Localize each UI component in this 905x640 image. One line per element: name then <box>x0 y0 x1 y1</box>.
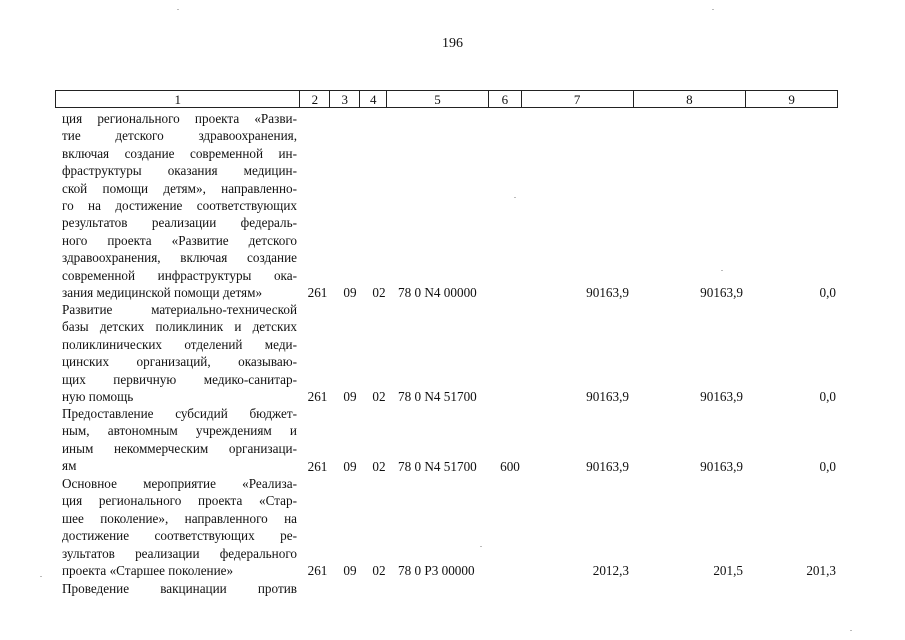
col-8-value: 90163,9 <box>700 389 743 405</box>
col-3-value: 09 <box>343 563 357 579</box>
col-7-value: 90163,9 <box>586 389 629 405</box>
scan-speck <box>850 630 852 631</box>
text-line: тие детского здравоохранения, <box>62 128 297 144</box>
table-row <box>62 301 838 405</box>
row-description <box>62 110 297 301</box>
col-9-value: 201,3 <box>806 563 836 579</box>
col-9-value: 0,0 <box>819 389 836 405</box>
col-4-value: 02 <box>372 458 386 474</box>
col-9-value: 0,0 <box>819 458 836 474</box>
text-line: ным, автономным учреждениям и <box>62 423 297 439</box>
col-5-value: 78 0 N4 51700 <box>398 458 477 474</box>
col-7-value: 90163,9 <box>586 458 629 474</box>
text-line: ской помощи детям», направленно- <box>62 180 297 196</box>
text-line: ям <box>62 458 77 474</box>
text-line: здравоохранения, включая создание <box>62 250 297 266</box>
col-8-value: 90163,9 <box>700 458 743 474</box>
col-7-value: 90163,9 <box>586 285 629 301</box>
header-col-6: 6 <box>489 91 522 107</box>
header-col-1: 1 <box>56 91 300 107</box>
header-col-5: 5 <box>387 91 489 107</box>
scan-speck <box>177 9 179 10</box>
text-line: включая создание современной ин- <box>62 145 297 161</box>
col-2-value: 261 <box>307 389 328 405</box>
scan-speck <box>514 197 516 198</box>
text-line: базы детских поликлиник и детских <box>62 319 297 335</box>
text-line: зультатов реализации федерального <box>62 545 297 561</box>
col-2-value: 261 <box>307 458 328 474</box>
col-4-value: 02 <box>372 285 386 301</box>
header-col-8: 8 <box>634 91 747 107</box>
text-line: результатов реализации федераль- <box>62 215 297 231</box>
col-2-value: 261 <box>307 563 328 579</box>
text-line: цинских организаций, оказываю- <box>62 354 297 370</box>
col-2-value: 261 <box>307 285 328 301</box>
table-row <box>62 110 838 301</box>
header-col-4: 4 <box>360 91 387 107</box>
col-8-value: 90163,9 <box>700 285 743 301</box>
text-line: шее поколение», направленного на <box>62 510 297 526</box>
text-line: щих первичную медико-санитар- <box>62 371 297 387</box>
text-line: ную помощь <box>62 389 134 405</box>
text-line: Основное мероприятие «Реализа- <box>62 476 297 491</box>
col-6-value: 600 <box>500 458 520 474</box>
col-5-value: 78 0 P3 00000 <box>398 563 475 579</box>
page-number: 196 <box>442 36 463 51</box>
col-5-value: 78 0 N4 00000 <box>398 285 477 301</box>
table-row <box>62 475 838 579</box>
col-4-value: 02 <box>372 563 386 579</box>
text-line: достижение соответствующих ре- <box>62 528 297 544</box>
col-9-value: 0,0 <box>819 285 836 301</box>
table-row <box>62 405 838 475</box>
col-7-value: 2012,3 <box>592 563 629 579</box>
text-line: Развитие материально-технической <box>62 302 297 317</box>
text-line: проекта «Старшее поколение» <box>62 563 234 579</box>
text-line: Проведение вакцинации против <box>62 581 297 596</box>
col-8-value: 201,5 <box>713 563 743 579</box>
text-line: фраструктуры оказания медицин- <box>62 163 297 179</box>
text-line: ция регионального проекта «Стар- <box>62 493 297 509</box>
table-row <box>62 580 838 597</box>
text-line: иным некоммерческим организаци- <box>62 440 297 456</box>
scan-speck <box>40 576 42 577</box>
col-3-value: 09 <box>343 458 357 474</box>
row-values <box>62 388 838 405</box>
row-values <box>62 458 838 475</box>
header-col-2: 2 <box>300 91 330 107</box>
row-values <box>62 284 838 301</box>
scan-speck <box>712 9 714 10</box>
col-4-value: 02 <box>372 389 386 405</box>
text-line: Предоставление субсидий бюджет- <box>62 406 297 421</box>
header-col-3: 3 <box>330 91 360 107</box>
header-col-9: 9 <box>788 92 795 107</box>
col-5-value: 78 0 N4 51700 <box>398 389 477 405</box>
text-line: ного проекта «Развитие детского <box>62 232 297 248</box>
row-description <box>62 580 297 597</box>
text-line: го на достижение соответствующих <box>62 198 297 214</box>
table-header-row <box>55 90 838 108</box>
text-line: ция регионального проекта «Разви- <box>62 111 297 126</box>
col-3-value: 09 <box>343 389 357 405</box>
col-3-value: 09 <box>343 285 357 301</box>
text-line: современной инфраструктуры ока- <box>62 267 297 283</box>
scan-speck <box>721 270 723 271</box>
text-line: зания медицинской помощи детям» <box>62 285 263 301</box>
row-values <box>62 562 838 579</box>
header-col-7: 7 <box>522 91 634 107</box>
text-line: поликлинических отделений меди- <box>62 336 297 352</box>
scan-speck <box>480 546 482 547</box>
